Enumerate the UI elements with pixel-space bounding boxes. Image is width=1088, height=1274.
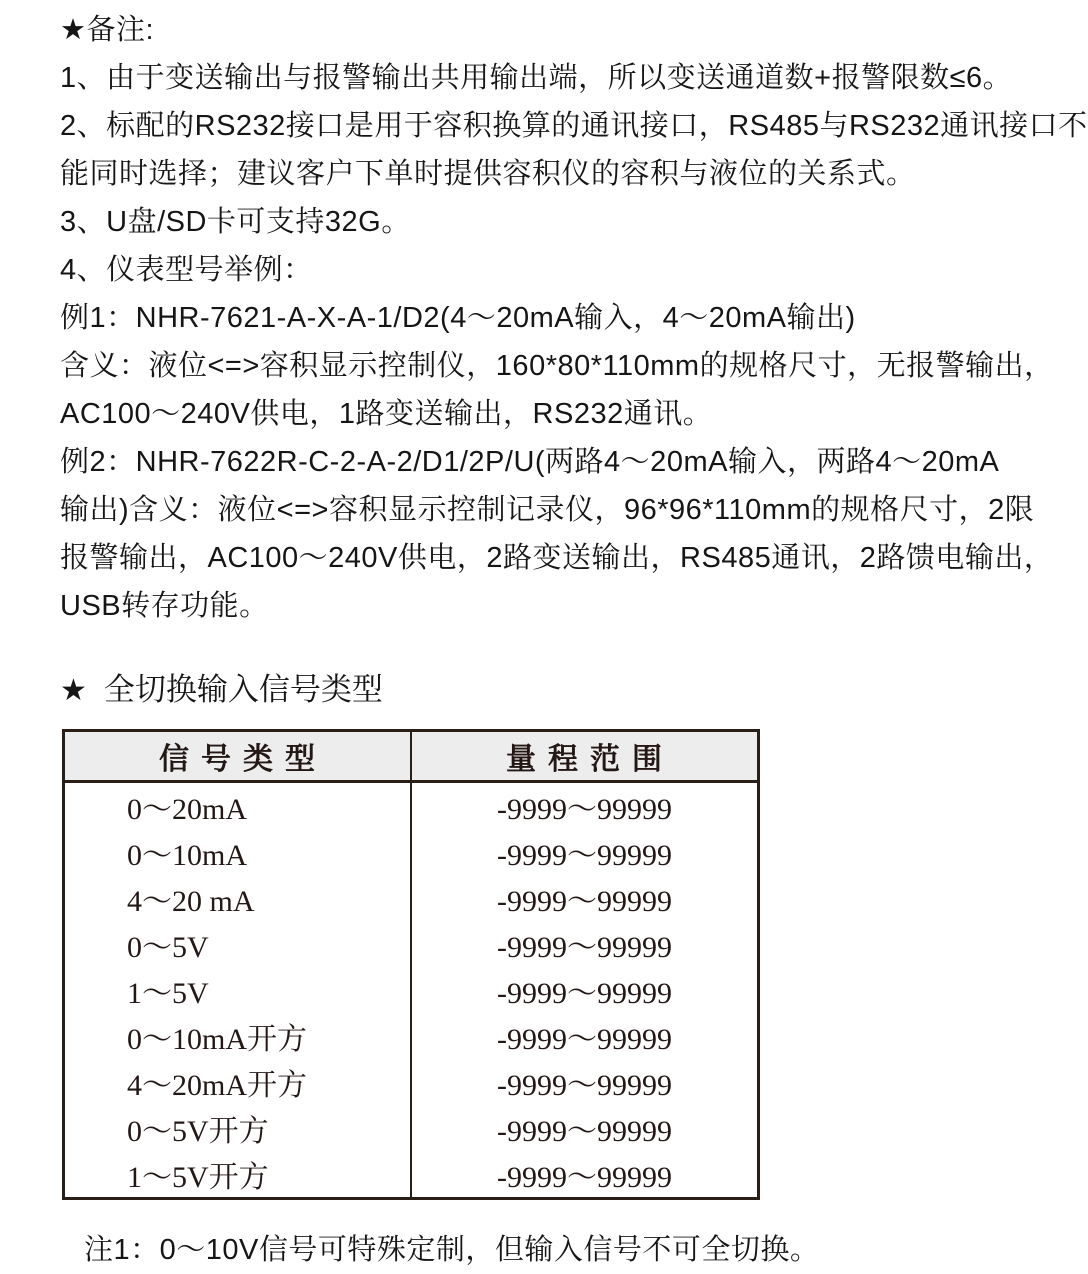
remarks-line-12: USB转存功能。 [60,590,269,622]
range-cell: -9999～99999 [411,829,759,875]
range-cell: -9999～99999 [411,1151,759,1199]
table-header-row [64,731,759,782]
signal-type-cell: 0～10mA开方 [127,1023,307,1056]
remarks-line-2: 2、标配的RS232接口是用于容积换算的通讯接口，RS485与RS232通讯接口不 [60,110,1088,142]
remarks-line-3: 能同时选择；建议客户下单时提供容积仪的容积与液位的关系式。 [60,158,916,190]
range-cell: -9999～99999 [411,921,759,967]
signal-type-cell: 0～5V [127,931,209,964]
signal-type-cell: 0～20mA [127,793,247,826]
signal-type-cell: 0～5V开方 [127,1115,269,1148]
signal-type-cell: 1～5V开方 [127,1161,269,1194]
remarks-line-6: 例1：NHR-7621-A-X-A-1/D2(4～20mA输入，4～20mA输出) [60,302,856,334]
signal-type-table [62,729,760,1200]
signal-section-title: 全切换输入信号类型 [103,672,383,707]
range-cell: -9999～99999 [411,875,759,921]
table-row [64,1013,759,1059]
table-row [64,829,759,875]
table-row [64,967,759,1013]
remarks-line-11: 报警输出，AC100～240V供电，2路变送输出，RS485通讯，2路馈电输出， [60,542,1054,574]
signal-type-cell: 4～20 mA [127,885,255,918]
remarks-line-8: AC100～240V供电，1路变送输出，RS232通讯。 [60,398,713,430]
remarks-line-4: 3、U盘/SD卡可支持32G。 [60,206,411,238]
remarks-line-10: 输出)含义：液位<=>容积显示控制记录仪，96*96*110mm的规格尺寸，2限 [60,494,1035,526]
range-cell: -9999～99999 [411,967,759,1013]
table-row [64,1059,759,1105]
table-row [64,782,759,830]
table-row [64,921,759,967]
range-cell: -9999～99999 [411,1013,759,1059]
table-row [64,1105,759,1151]
footnote: 注1：0～10V信号可特殊定制，但输入信号不可全切换。 [84,1234,820,1266]
range-cell: -9999～99999 [411,1059,759,1105]
remarks-line-7: 含义：液位<=>容积显示控制仪，160*80*110mm的规格尺寸，无报警输出， [60,350,1054,382]
signal-type-cell: 1～5V [127,977,209,1010]
range-cell: -9999～99999 [411,1105,759,1151]
signal-type-cell: 0～10mA [127,839,247,872]
table-row [64,875,759,921]
signal-section-heading [60,666,1080,714]
signal-type-column-header: 信号类型 [64,731,412,782]
remarks-line-1: 1、由于变送输出与报警输出共用输出端，所以变送通道数+报警限数≤6。 [60,62,1013,94]
table-row [64,1151,759,1199]
star-icon: ★ [60,674,87,707]
range-column-header: 量程范围 [411,731,759,782]
remarks-section [60,6,1088,630]
remarks-line-9: 例2：NHR-7622R-C-2-A-2/D1/2P/U(两路4～20mA输入，两路4～20mA [60,446,1000,478]
range-cell: -9999～99999 [411,782,759,830]
signal-type-cell: 4～20mA开方 [127,1069,307,1102]
remarks-line-5: 4、仪表型号举例： [60,254,313,286]
remarks-title: ★备注: [60,14,155,46]
